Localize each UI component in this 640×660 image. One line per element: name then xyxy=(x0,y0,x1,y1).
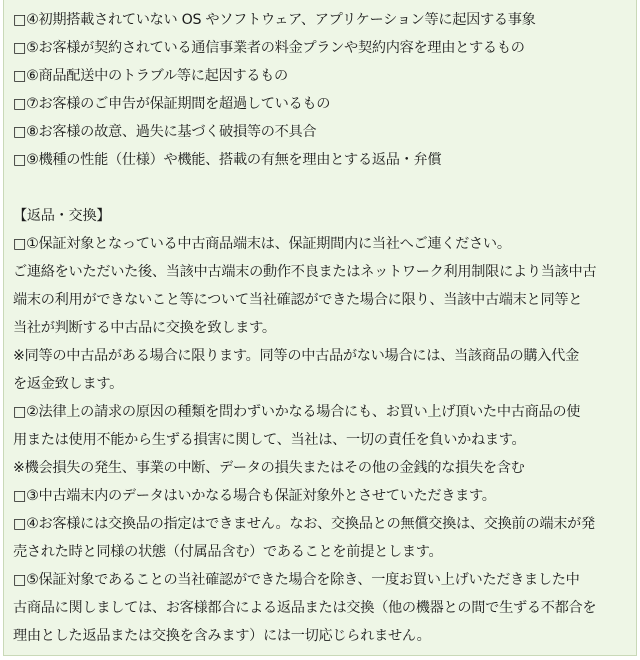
return-line: 当社が判断する中古品に交換を致します。 xyxy=(13,320,276,336)
exclusion-item: □⑨機種の性能（仕様）や機能、搭載の有無を理由とする返品・弁償 xyxy=(13,152,442,168)
return-line: □①保証対象となっている中古商品端末は、保証期間内に当社へご連ください。 xyxy=(13,236,511,252)
exclusion-item: □⑥商品配送中のトラブル等に起因するもの xyxy=(13,68,288,84)
return-line: 理由とした返品または交換を含みます）には一切応じられません。 xyxy=(13,628,431,644)
spacer xyxy=(13,174,636,202)
return-line: 端末の利用ができないこと等について当社確認ができた場合に限り、当該中古端末と同等と xyxy=(13,292,583,308)
exclusion-item: □⑦お客様のご申告が保証期間を超過しているもの xyxy=(13,96,331,112)
exclusion-item: □⑤お客様が契約されている通信事業者の料金プランや契約内容を理由とするもの xyxy=(13,40,525,56)
exclusion-list xyxy=(13,6,636,174)
return-line: 売された時と同様の状態（付属品含む）であることを前提とします。 xyxy=(13,544,443,560)
section-heading: 【返品・交換】 xyxy=(13,208,111,224)
return-note: ※機会損失の発生、事業の中断、データの損失またはその他の金銭的な損失を含む xyxy=(13,460,525,476)
return-line: 用または使用不能から生ずる損害に関して、当社は、一切の責任を負いかねます。 xyxy=(13,432,526,448)
return-line: □⑤保証対象であることの当社確認ができた場合を除き、一度お買い上げいただきました中 xyxy=(13,572,580,588)
return-line: ご連絡をいただいた後、当該中古端末の動作不良またはネットワーク利用制限により当該中古 xyxy=(13,264,597,280)
return-note: ※同等の中古品がある場合に限ります。同等の中古品がない場合には、当該商品の購入代金 xyxy=(13,348,579,364)
exclusion-item: □⑧お客様の故意、過失に基づく破損等の不具合 xyxy=(13,124,317,140)
exclusion-item: □④初期搭載されていない OS やソフトウェア、アプリケーション等に起因する事象 xyxy=(13,12,536,28)
return-line: 古商品に関しましては、お客様都合による返品または交換（他の機器との間で生ずる不都合を xyxy=(13,600,597,616)
return-line: □③中古端末内のデータはいかなる場合も保証対象外とさせていただきます。 xyxy=(13,488,496,504)
return-section xyxy=(13,202,636,650)
return-note: を返金致します。 xyxy=(13,376,123,392)
terms-panel xyxy=(3,0,637,656)
return-line: □②法律上の請求の原因の種類を問わずいかなる場合にも、お買い上げ頂いた中古商品の使 xyxy=(13,404,581,420)
return-line: □④お客様には交換品の指定はできません。なお、交換品との無償交換は、交換前の端末が発 xyxy=(13,516,595,532)
